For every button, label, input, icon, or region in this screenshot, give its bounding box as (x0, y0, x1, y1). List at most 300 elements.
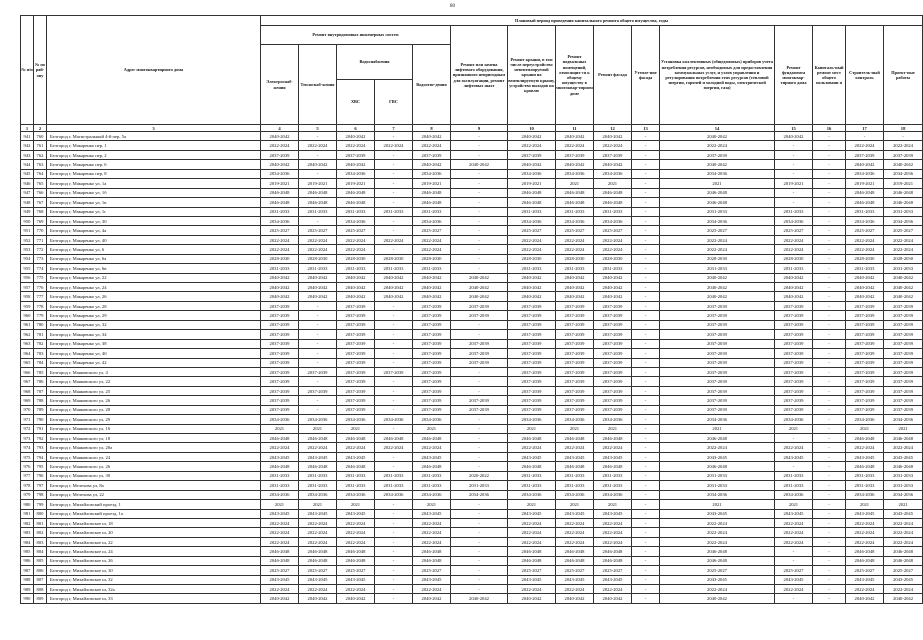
period-cell: 2040-2042 (508, 160, 556, 169)
district-number: 803 (34, 537, 47, 546)
period-cell: 2031-2033 (775, 264, 813, 273)
period-cell: 2040-2042 (451, 160, 508, 169)
period-cell: - (775, 198, 813, 207)
period-cell: - (451, 434, 508, 443)
period-cell: 2022-2024 (413, 518, 451, 527)
period-cell: 2022-2024 (413, 443, 451, 452)
period-cell: 2046-2048 (375, 434, 413, 443)
period-cell: 2043-2045 (556, 452, 594, 461)
row-number: 966 (21, 367, 34, 376)
period-cell: 2040-2042 (299, 283, 337, 292)
period-cell: 2037-2039 (594, 405, 632, 414)
period-cell: 2022-2024 (846, 443, 884, 452)
period-cell: 2037-2039 (660, 349, 775, 358)
period-cell: 2031-2033 (594, 207, 632, 216)
period-cell: 2022-2024 (337, 235, 375, 244)
period-cell: 2046-2048 (884, 188, 923, 197)
period-cell: - (299, 311, 337, 320)
period-cell: 2022-2024 (556, 245, 594, 254)
period-cell: 2037-2039 (775, 330, 813, 339)
period-cell: 2046-2048 (884, 434, 923, 443)
period-cell: 2046-2048 (413, 556, 451, 565)
period-cell: 2046-2048 (337, 434, 375, 443)
period-cell: 2022-2024 (660, 585, 775, 594)
period-cell: 2037-2039 (413, 349, 451, 358)
period-cell: 2034-2036 (261, 169, 299, 178)
table-row (21, 198, 923, 207)
period-cell: 2025-2027 (337, 566, 375, 575)
period-cell: 2037-2039 (508, 311, 556, 320)
period-cell: 2040-2042 (508, 292, 556, 301)
period-cell: 2043-2045 (775, 452, 813, 461)
period-cell: - (813, 132, 846, 141)
district-number: 791 (34, 424, 47, 433)
period-cell: 2022-2024 (556, 235, 594, 244)
table-row (21, 292, 923, 301)
period-cell: 2025-2027 (594, 226, 632, 235)
period-cell: 2031-2033 (556, 207, 594, 216)
period-cell: 2019-2021 (299, 179, 337, 188)
period-cell: 2031-2033 (508, 264, 556, 273)
period-cell: 2034-2036 (508, 169, 556, 178)
period-cell: 2040-2042 (846, 273, 884, 282)
period-cell: 2022-2024 (508, 235, 556, 244)
period-cell: 2040-2042 (884, 283, 923, 292)
row-number: 943 (21, 150, 34, 159)
address-cell: Белгород г, Макаренко ул, 40 (47, 235, 261, 244)
period-cell: - (299, 339, 337, 348)
period-cell: - (451, 235, 508, 244)
district-number: 799 (34, 500, 47, 509)
period-cell: 2037-2039 (261, 377, 299, 386)
period-cell: 2037-2039 (413, 377, 451, 386)
period-cell: 2046-2048 (660, 188, 775, 197)
period-cell: 2040-2042 (413, 160, 451, 169)
period-cell: 2040-2042 (846, 594, 884, 603)
row-number: 942 (21, 141, 34, 150)
period-cell: - (299, 377, 337, 386)
period-cell: 2046-2048 (594, 434, 632, 443)
period-cell: - (299, 301, 337, 310)
period-cell: 2031-2033 (556, 481, 594, 490)
period-cell: 2046-2048 (660, 198, 775, 207)
period-cell: 2034-2036 (413, 169, 451, 178)
period-cell: 2022-2024 (660, 537, 775, 546)
period-cell: - (632, 330, 660, 339)
district-number: 762 (34, 150, 47, 159)
period-cell: 2021 (337, 424, 375, 433)
district-number: 786 (34, 377, 47, 386)
period-cell: - (813, 396, 846, 405)
period-cell: - (813, 179, 846, 188)
period-cell: - (375, 424, 413, 433)
period-cell: 2022-2024 (508, 528, 556, 537)
period-cell: 2037-2039 (413, 405, 451, 414)
period-cell: 2022-2024 (556, 528, 594, 537)
district-number: 805 (34, 556, 47, 565)
period-cell: 2040-2042 (884, 273, 923, 282)
table-row (21, 415, 923, 424)
address-cell: Белгород г, Михайловский проезд, 1а (47, 509, 261, 518)
address-cell: Белгород г, Макаренко ул, 1а (47, 179, 261, 188)
table-row (21, 396, 923, 405)
period-cell: 2031-2033 (375, 264, 413, 273)
period-cell: 2046-2048 (261, 547, 299, 556)
period-cell: 2040-2042 (413, 132, 451, 141)
address-cell: Белгород г, Михайловское ш, 26 (47, 556, 261, 565)
period-cell: - (451, 169, 508, 178)
period-cell: - (775, 160, 813, 169)
row-number: 980 (21, 500, 34, 509)
address-cell: Белгород г, Макаренко ул, 4а (47, 226, 261, 235)
period-cell: 2025-2027 (660, 226, 775, 235)
period-cell: - (813, 188, 846, 197)
period-cell: 2022-2024 (261, 235, 299, 244)
period-cell: 2022-2024 (375, 141, 413, 150)
period-cell: - (299, 216, 337, 225)
period-cell: 2037-2039 (413, 311, 451, 320)
period-cell: 2046-2048 (884, 556, 923, 565)
period-cell: 2037-2039 (508, 386, 556, 395)
period-cell: - (451, 500, 508, 509)
row-number: 971 (21, 415, 34, 424)
period-cell: 2022-2024 (846, 537, 884, 546)
period-cell: 2046-2048 (413, 434, 451, 443)
period-cell: 2037-2039 (594, 301, 632, 310)
row-number: 950 (21, 216, 34, 225)
period-cell: 2040-2042 (594, 283, 632, 292)
period-cell: 2025-2027 (508, 566, 556, 575)
period-cell: 2019-2021 (846, 179, 884, 188)
period-cell: - (632, 594, 660, 603)
period-cell: - (632, 264, 660, 273)
period-cell: - (632, 311, 660, 320)
period-cell: 2034-2036 (556, 216, 594, 225)
row-number: 972 (21, 424, 34, 433)
table-row (21, 245, 923, 254)
period-cell: - (299, 349, 337, 358)
address-cell: Белгород г, Макаренко ул, 42 (47, 358, 261, 367)
period-cell: 2046-2048 (413, 462, 451, 471)
address-cell: Белгород г, Маяковского ул, 20а (47, 443, 261, 452)
row-number: 978 (21, 481, 34, 490)
period-cell: 2037-2039 (556, 405, 594, 414)
period-cell: - (451, 443, 508, 452)
period-cell: - (632, 132, 660, 141)
address-cell: Белгород г, Михайловское ш, 18 (47, 518, 261, 527)
period-cell: 2037-2039 (508, 358, 556, 367)
period-cell: 2031-2033 (556, 264, 594, 273)
address-cell: Белгород г, Михайловский проезд, 1 (47, 500, 261, 509)
period-cell: 2021 (594, 424, 632, 433)
period-cell: 2043-2045 (508, 509, 556, 518)
table-row (21, 207, 923, 216)
period-cell: 2022-2024 (884, 585, 923, 594)
period-cell: 2040-2042 (375, 283, 413, 292)
period-cell: 2040-2042 (508, 132, 556, 141)
period-cell: - (813, 320, 846, 329)
address-cell: Белгород г, Маяковского ул, 28 (47, 405, 261, 414)
header-water-supply-group (337, 45, 413, 125)
period-cell: - (813, 528, 846, 537)
period-cell: 2025-2027 (337, 226, 375, 235)
period-cell: 2040-2042 (556, 594, 594, 603)
period-cell: 2031-2033 (375, 481, 413, 490)
period-cell: - (375, 150, 413, 159)
period-cell: 2037-2039 (594, 150, 632, 159)
period-cell: - (813, 434, 846, 443)
period-cell: 2037-2039 (413, 339, 451, 348)
period-cell: - (299, 150, 337, 159)
period-cell: 2022-2024 (556, 141, 594, 150)
period-cell: - (813, 386, 846, 395)
period-cell: 2025-2027 (413, 226, 451, 235)
period-cell: 2022-2024 (413, 537, 451, 546)
period-cell: 2022-2024 (413, 585, 451, 594)
period-cell: - (813, 339, 846, 348)
period-cell: - (451, 254, 508, 263)
district-number: 807 (34, 575, 47, 584)
period-cell: 2031-2033 (337, 207, 375, 216)
district-number: 765 (34, 179, 47, 188)
period-cell: - (813, 556, 846, 565)
period-cell: 2040-2042 (451, 594, 508, 603)
district-number: 797 (34, 481, 47, 490)
period-cell: - (451, 386, 508, 395)
district-number: 784 (34, 358, 47, 367)
period-cell: 2037-2039 (299, 367, 337, 376)
period-cell: - (451, 367, 508, 376)
period-cell: 2034-2036 (775, 216, 813, 225)
period-cell: 2031-2033 (775, 481, 813, 490)
period-cell: 2037-2039 (884, 349, 923, 358)
period-cell: 2037-2039 (556, 358, 594, 367)
period-cell: 2046-2048 (337, 188, 375, 197)
period-cell: 2046-2048 (413, 198, 451, 207)
table-row (21, 556, 923, 565)
period-cell: 2046-2048 (261, 462, 299, 471)
period-cell: 2040-2042 (413, 594, 451, 603)
period-cell: 2046-2048 (884, 547, 923, 556)
period-cell: - (632, 547, 660, 556)
period-cell: 2025-2027 (556, 226, 594, 235)
header-planned-period: Плановый период проведения капитального ремонта общего имущества, годы (261, 16, 923, 26)
period-cell: 2019-2021 (508, 179, 556, 188)
period-cell: - (632, 509, 660, 518)
period-cell: 2034-2036 (261, 216, 299, 225)
period-cell: - (375, 377, 413, 386)
period-cell: 2034-2036 (375, 415, 413, 424)
period-cell: 2034-2036 (261, 490, 299, 499)
period-cell: - (775, 594, 813, 603)
period-cell: 2040-2042 (337, 292, 375, 301)
period-cell: 2031-2033 (337, 481, 375, 490)
column-number: 10 (508, 125, 556, 132)
period-cell: 2031-2033 (337, 471, 375, 480)
period-cell: - (375, 301, 413, 310)
period-cell: 2021 (660, 500, 775, 509)
period-cell: 2037-2039 (594, 377, 632, 386)
period-cell: 2022-2024 (846, 141, 884, 150)
district-number: 795 (34, 462, 47, 471)
period-cell: 2037-2039 (846, 377, 884, 386)
table-row (21, 330, 923, 339)
period-cell: - (451, 188, 508, 197)
period-cell: - (299, 358, 337, 367)
period-cell: - (632, 528, 660, 537)
period-cell: 2046-2048 (884, 198, 923, 207)
period-cell: 2040-2042 (261, 283, 299, 292)
period-cell: 2037-2039 (775, 301, 813, 310)
period-cell: 2040-2042 (846, 292, 884, 301)
header-facade: Ремонт фасада (594, 26, 632, 125)
column-number: 16 (813, 125, 846, 132)
period-cell: 2031-2033 (884, 207, 923, 216)
period-cell: 2022-2024 (775, 518, 813, 527)
district-number: 763 (34, 160, 47, 169)
row-number: 941 (21, 132, 34, 141)
period-cell: - (375, 500, 413, 509)
period-cell: 2021 (337, 500, 375, 509)
period-cell: 2034-2036 (299, 415, 337, 424)
period-cell: 2025-2027 (299, 226, 337, 235)
district-number: 768 (34, 207, 47, 216)
district-number: 760 (34, 132, 47, 141)
period-cell: - (813, 452, 846, 461)
address-cell: Белгород г, Маяковского ул, 26 (47, 462, 261, 471)
period-cell: 2046-2048 (556, 198, 594, 207)
period-cell: 2034-2036 (556, 169, 594, 178)
period-cell: 2021 (261, 500, 299, 509)
period-cell: 2040-2042 (846, 160, 884, 169)
period-cell: 2040-2042 (451, 283, 508, 292)
period-cell: - (299, 169, 337, 178)
row-number: 982 (21, 518, 34, 527)
period-cell: 2031-2033 (660, 481, 775, 490)
table-row (21, 160, 923, 169)
period-cell: 2037-2039 (884, 311, 923, 320)
period-cell: 2043-2045 (299, 452, 337, 461)
period-cell: 2037-2039 (413, 386, 451, 395)
table-row (21, 320, 923, 329)
period-cell: 2040-2042 (556, 273, 594, 282)
period-cell: - (375, 169, 413, 178)
table-row (21, 481, 923, 490)
header-hvs: ХВС (337, 80, 375, 124)
period-cell: - (375, 179, 413, 188)
period-cell: 2043-2045 (884, 509, 923, 518)
period-cell: 2031-2033 (846, 481, 884, 490)
period-cell: 2046-2048 (556, 434, 594, 443)
period-cell: - (632, 424, 660, 433)
period-cell: 2046-2048 (846, 547, 884, 556)
period-cell: - (632, 188, 660, 197)
period-cell: - (375, 405, 413, 414)
period-cell: 2022-2024 (299, 141, 337, 150)
period-cell: 2037-2039 (508, 405, 556, 414)
period-cell: 2028-2030 (775, 254, 813, 263)
table-row (21, 471, 923, 480)
period-cell: - (632, 235, 660, 244)
period-cell: 2022-2024 (594, 245, 632, 254)
period-cell: 2022-2024 (261, 443, 299, 452)
period-cell: 2037-2039 (413, 330, 451, 339)
period-cell: 2037-2039 (884, 386, 923, 395)
column-number: 13 (632, 125, 660, 132)
period-cell: 2037-2039 (594, 320, 632, 329)
table-row (21, 216, 923, 225)
period-cell: 2037-2039 (594, 386, 632, 395)
period-cell: 2037-2039 (594, 311, 632, 320)
period-cell: 2022-2024 (556, 537, 594, 546)
district-number: 764 (34, 169, 47, 178)
period-cell: 2021 (261, 424, 299, 433)
period-cell: - (775, 169, 813, 178)
period-cell: 2037-2039 (413, 367, 451, 376)
period-cell: 2037-2039 (451, 301, 508, 310)
header-n-pp: № п/п (21, 16, 34, 125)
period-cell: 2037-2039 (261, 150, 299, 159)
period-cell: 2037-2039 (337, 320, 375, 329)
period-cell: - (375, 528, 413, 537)
period-cell: 2037-2039 (337, 386, 375, 395)
period-cell: - (632, 301, 660, 310)
period-cell: 2022-2024 (594, 518, 632, 527)
period-cell: 2037-2039 (413, 301, 451, 310)
period-cell: - (813, 566, 846, 575)
table-row (21, 264, 923, 273)
period-cell: - (813, 443, 846, 452)
period-cell: 2021 (508, 424, 556, 433)
row-number: 974 (21, 443, 34, 452)
table-row (21, 575, 923, 584)
row-number: 957 (21, 283, 34, 292)
period-cell: 2040-2042 (299, 273, 337, 282)
period-cell: 2037-2039 (660, 405, 775, 414)
period-cell: 2046-2048 (660, 547, 775, 556)
period-cell: - (813, 254, 846, 263)
period-cell: 2043-2045 (775, 509, 813, 518)
header-roof: Ремонт крыши, в том числе переустройство невентилируемой крыши на вентилируемую крышу, устройство выходов на кровлю (508, 26, 556, 125)
header-drainage: Водоотве-дения (413, 45, 451, 125)
header-capital-common: Капиталь-ный ремонт мест общего пользовани я (813, 26, 846, 125)
period-cell: 2037-2039 (556, 396, 594, 405)
period-cell: 2043-2045 (261, 575, 299, 584)
table-row (21, 179, 923, 188)
period-cell: 2037-2039 (660, 377, 775, 386)
period-cell: 2022-2024 (508, 443, 556, 452)
period-cell: 2022-2024 (337, 585, 375, 594)
period-cell: 2019-2021 (775, 179, 813, 188)
period-cell: - (813, 367, 846, 376)
column-number: 18 (884, 125, 923, 132)
period-cell: 2037-2039 (660, 330, 775, 339)
row-number: 965 (21, 358, 34, 367)
period-cell: 2043-2045 (261, 452, 299, 461)
period-cell: 2022-2024 (413, 141, 451, 150)
period-cell: - (775, 556, 813, 565)
period-cell: 2040-2042 (337, 273, 375, 282)
period-cell: 2037-2039 (775, 396, 813, 405)
period-cell: - (451, 415, 508, 424)
period-cell: 2037-2039 (508, 330, 556, 339)
period-cell: - (632, 481, 660, 490)
period-cell: 2022-2024 (337, 245, 375, 254)
period-cell: - (451, 150, 508, 159)
period-cell: 2046-2048 (846, 556, 884, 565)
period-cell: 2037-2039 (846, 386, 884, 395)
row-number: 990 (21, 594, 34, 603)
